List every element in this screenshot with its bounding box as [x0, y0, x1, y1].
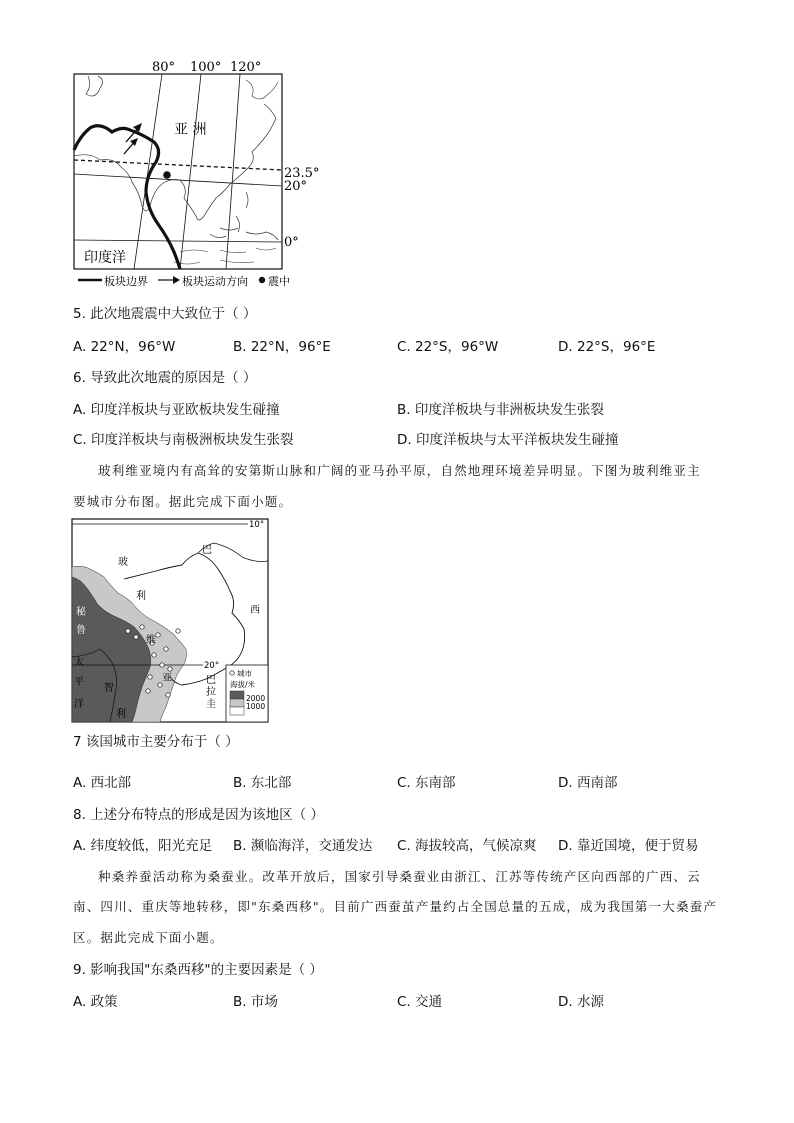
coastline — [210, 192, 278, 240]
epicenter-dot — [163, 171, 171, 179]
label-bolivia-2: 利 — [136, 591, 146, 602]
label-bolivia-3: 维 — [146, 635, 156, 646]
label-peru-1: 秘 — [76, 607, 86, 618]
q7-option-c[interactable]: C. 东南部 — [397, 775, 456, 791]
city-dot — [126, 629, 130, 633]
legend-epicenter-label: 震中 — [268, 275, 290, 288]
city-dot — [168, 667, 172, 671]
plate-boundary — [74, 126, 180, 269]
q7-option-b[interactable]: B. 东北部 — [233, 775, 292, 791]
label-chile-1: 智 — [104, 683, 114, 694]
asia-plate-map — [70, 56, 330, 292]
city-dot — [146, 689, 150, 693]
label-paraguay-1: 巴 — [206, 675, 216, 686]
lon-label-100: 100° — [190, 60, 222, 75]
lon-label-80: 80° — [152, 60, 176, 75]
q6-option-b[interactable]: B. 印度洋板块与非洲板块发生张裂 — [397, 402, 604, 418]
city-dot — [166, 693, 170, 697]
legend-city-label: 城市 — [237, 669, 252, 678]
city-dot — [176, 629, 180, 633]
coastline — [86, 76, 103, 96]
label-paraguay-2: 拉 — [206, 687, 216, 698]
q5-option-c[interactable]: C. 22°S，96°W — [397, 339, 499, 355]
equator — [74, 240, 282, 242]
q6-option-c[interactable]: C. 印度洋板块与南极洲板块发生张裂 — [73, 432, 294, 448]
lon-label-120: 120° — [230, 60, 262, 75]
passage-2-line-2: 南、四川、重庆等地转移，即"东桑西移"。目前广西蚕茧产量约占全国总量的五成，成为我国第一大桑蚕产 — [73, 899, 718, 914]
legend-epicenter-icon — [259, 277, 265, 283]
question-9-stem: 9. 影响我国"东桑西移"的主要因素是（ ） — [73, 962, 323, 978]
passage-1-line-2: 要城市分布图。据此完成下面小题。 — [73, 494, 293, 509]
legend-arrow-label: 板块运动方向 — [182, 275, 248, 288]
lat-label-0: 0° — [284, 235, 299, 250]
lat-label-20: 20° — [204, 661, 220, 671]
legend-swatch-dark — [230, 691, 244, 699]
city-dot — [164, 647, 168, 651]
city-dot — [160, 663, 164, 667]
label-pacific-2: 平 — [74, 677, 84, 688]
bolivia-city-map — [70, 517, 280, 727]
question-7-stem: 7 该国城市主要分布于（ ） — [73, 734, 239, 750]
q7-option-d[interactable]: D. 西南部 — [558, 775, 618, 791]
q5-option-a[interactable]: A. 22°N，96°W — [73, 339, 176, 355]
coastline — [248, 104, 276, 168]
legend-swatch-white — [230, 707, 244, 715]
label-bolivia-1: 玻 — [118, 557, 128, 568]
q9-option-b[interactable]: B. 市场 — [233, 994, 278, 1010]
legend-value-2000: 2000 — [246, 694, 266, 703]
coastline — [174, 248, 276, 264]
q8-option-a[interactable]: A. 纬度较低，阳光充足 — [73, 838, 213, 854]
q8-option-b[interactable]: B. 濒临海洋，交通发达 — [233, 838, 373, 854]
q8-option-d[interactable]: D. 靠近国境，便于贸易 — [558, 838, 699, 854]
meridian-80 — [134, 74, 162, 269]
city-dot — [140, 625, 144, 629]
question-6-stem: 6. 导致此次地震的原因是（ ） — [73, 370, 257, 386]
label-brazil-2: 西 — [250, 605, 260, 616]
lat-label-23-5: 23.5° — [284, 166, 320, 181]
label-pacific-3: 洋 — [74, 699, 84, 710]
question-5-stem: 5. 此次地震震中大致位于（ ） — [73, 306, 257, 322]
city-dot — [148, 675, 152, 679]
q6-option-d[interactable]: D. 印度洋板块与太平洋板块发生碰撞 — [397, 432, 619, 448]
label-pacific-1: 太 — [74, 657, 84, 668]
map-frame — [74, 74, 282, 269]
label-paraguay-3: 圭 — [206, 699, 216, 710]
ocean-label: 印度洋 — [84, 250, 126, 266]
legend-boundary-label: 板块边界 — [104, 275, 148, 288]
asia-plate-map-svg — [70, 56, 330, 292]
city-dot — [152, 653, 156, 657]
q9-option-d[interactable]: D. 水源 — [558, 994, 604, 1010]
lat-label-20: 20° — [284, 179, 308, 194]
q5-option-b[interactable]: B. 22°N，96°E — [233, 339, 331, 355]
legend-city-icon — [230, 671, 234, 675]
meridian-120 — [226, 74, 240, 269]
continent-label: 亚 洲 — [174, 122, 207, 138]
lat-label-10: 10° — [249, 520, 265, 530]
q6-option-a[interactable]: A. 印度洋板块与亚欧板块发生碰撞 — [73, 402, 280, 418]
legend-arrow-icon — [173, 276, 180, 284]
passage-1-line-1: 玻利维亚境内有高耸的安第斯山脉和广阔的亚马孙平原，自然地理环境差异明显。下图为玻利维亚主 — [98, 463, 701, 478]
label-bolivia-4: 亚 — [162, 673, 172, 684]
q9-option-a[interactable]: A. 政策 — [73, 994, 118, 1010]
legend-elevation-label: 海拔/米 — [230, 680, 256, 689]
label-chile-2: 利 — [116, 709, 126, 720]
q8-option-c[interactable]: C. 海拔较高，气候凉爽 — [397, 838, 537, 854]
legend-value-1000: 1000 — [246, 702, 266, 711]
coastline — [246, 80, 278, 99]
passage-2-line-1: 种桑养蚕活动称为桑蚕业。改革开放后，国家引导桑蚕业由浙江、江苏等传统产区向西部的广西、云 — [98, 869, 701, 884]
label-peru-2: 鲁 — [76, 625, 86, 636]
label-brazil-1: 巴 — [202, 545, 212, 556]
q7-option-a[interactable]: A. 西北部 — [73, 775, 132, 791]
q9-option-c[interactable]: C. 交通 — [397, 994, 443, 1010]
q5-option-d[interactable]: D. 22°S，96°E — [558, 339, 656, 355]
city-dot — [134, 635, 138, 639]
meridian-100 — [180, 74, 201, 269]
passage-2-line-3: 区。据此完成下面小题。 — [73, 930, 224, 945]
legend-swatch-light — [230, 699, 244, 707]
city-dot — [156, 633, 160, 637]
question-8-stem: 8. 上述分布特点的形成是因为该地区（ ） — [73, 807, 324, 823]
bolivia-city-map-svg — [70, 517, 280, 727]
